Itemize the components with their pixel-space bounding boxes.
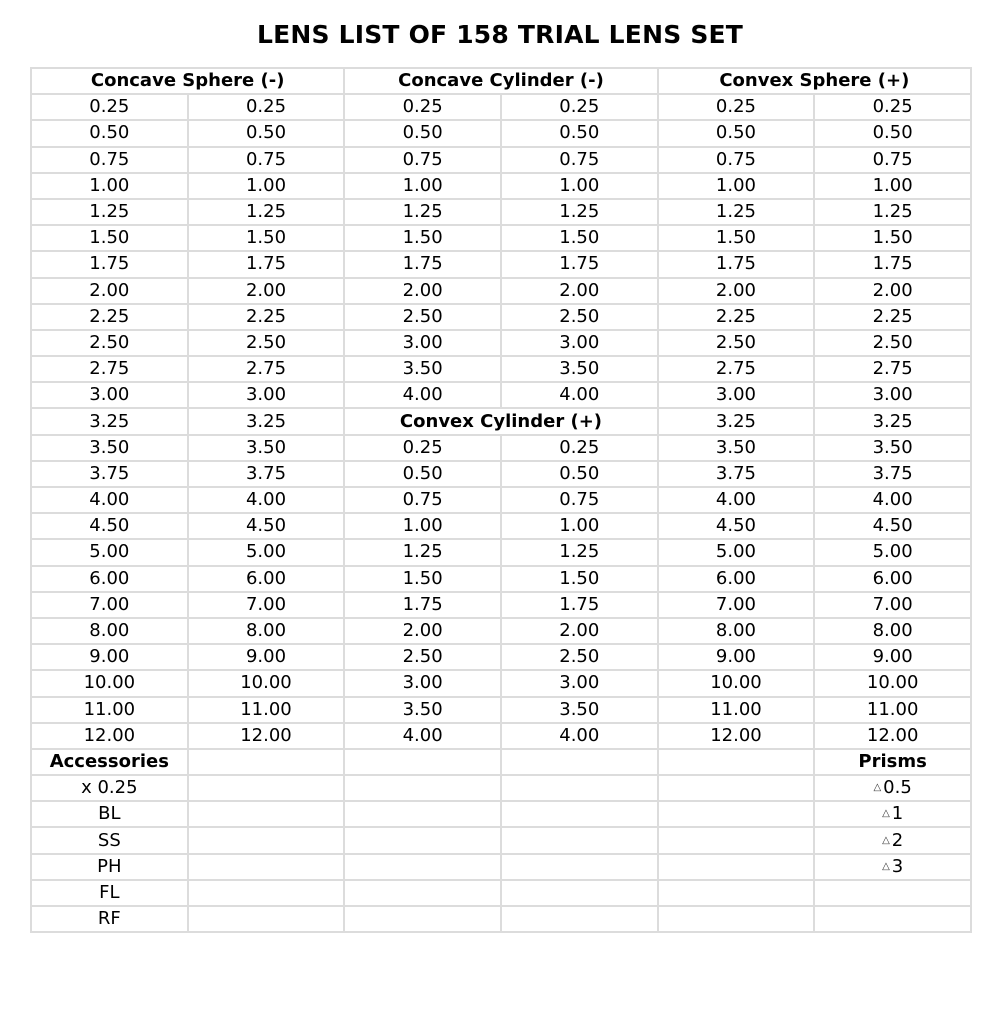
empty-cell	[188, 880, 345, 906]
convex-sphere-cell: 3.50	[658, 435, 815, 461]
table-row	[31, 461, 971, 487]
concave-cylinder-cell: 0.75	[344, 147, 501, 173]
concave-cylinder-cell: 1.25	[344, 199, 501, 225]
convex-sphere-cell: 4.00	[658, 487, 815, 513]
accessory-row	[31, 827, 971, 853]
empty-cell	[188, 854, 345, 880]
concave-sphere-cell: 1.50	[188, 225, 345, 251]
convex-sphere-cell: 2.00	[814, 278, 971, 304]
prism-value: 3	[891, 855, 904, 877]
concave-cylinder-cell: 0.75	[501, 147, 658, 173]
concave-sphere-cell: 3.75	[188, 461, 345, 487]
concave-cylinder-cell: 3.50	[501, 356, 658, 382]
concave-sphere-cell: 0.25	[31, 94, 188, 120]
convex-sphere-cell: 0.25	[814, 94, 971, 120]
convex-cylinder-cell: 2.50	[501, 644, 658, 670]
table-row	[31, 487, 971, 513]
accessory-row	[31, 775, 971, 801]
table-row	[31, 513, 971, 539]
accessory-cell: x 0.25	[31, 775, 188, 801]
accessory-row	[31, 854, 971, 880]
convex-sphere-cell: 3.75	[658, 461, 815, 487]
header-accessories: Accessories	[31, 749, 188, 775]
concave-sphere-cell: 7.00	[31, 592, 188, 618]
accessory-row	[31, 749, 971, 775]
prism-value: 1	[891, 803, 904, 825]
concave-sphere-cell: 0.50	[188, 120, 345, 146]
convex-sphere-cell: 6.00	[814, 566, 971, 592]
convex-sphere-cell: 2.50	[658, 330, 815, 356]
convex-cylinder-cell: 3.50	[501, 697, 658, 723]
concave-sphere-cell: 12.00	[31, 723, 188, 749]
header-convex-sphere: Convex Sphere (+)	[658, 68, 971, 94]
convex-sphere-cell: 1.50	[658, 225, 815, 251]
concave-sphere-cell: 4.50	[31, 513, 188, 539]
empty-cell	[344, 880, 501, 906]
convex-sphere-cell: 8.00	[814, 618, 971, 644]
convex-sphere-cell: 3.75	[814, 461, 971, 487]
concave-cylinder-cell: 1.50	[344, 225, 501, 251]
convex-sphere-cell: 5.00	[658, 539, 815, 565]
convex-sphere-cell: 9.00	[658, 644, 815, 670]
prism-cell	[814, 801, 971, 827]
concave-sphere-cell: 6.00	[188, 566, 345, 592]
concave-sphere-cell: 2.75	[31, 356, 188, 382]
concave-sphere-cell: 1.75	[188, 251, 345, 277]
empty-cell	[188, 827, 345, 853]
empty-cell	[658, 801, 815, 827]
empty-cell	[344, 854, 501, 880]
convex-sphere-cell: 1.75	[658, 251, 815, 277]
concave-cylinder-cell: 2.00	[344, 278, 501, 304]
concave-cylinder-cell: 3.50	[344, 356, 501, 382]
convex-sphere-cell: 0.50	[814, 120, 971, 146]
table-row	[31, 304, 971, 330]
empty-cell	[814, 906, 971, 932]
table-row	[31, 356, 971, 382]
header-row	[31, 68, 971, 94]
header-convex-cylinder: Convex Cylinder (+)	[344, 408, 657, 434]
concave-sphere-cell: 0.25	[188, 94, 345, 120]
header-concave-cylinder: Concave Cylinder (-)	[344, 68, 657, 94]
concave-sphere-cell: 1.25	[31, 199, 188, 225]
table-row	[31, 94, 971, 120]
convex-sphere-cell: 10.00	[814, 670, 971, 696]
convex-cylinder-cell: 1.50	[344, 566, 501, 592]
empty-cell	[501, 827, 658, 853]
concave-sphere-cell: 10.00	[188, 670, 345, 696]
concave-sphere-cell: 9.00	[31, 644, 188, 670]
convex-cylinder-cell: 1.75	[344, 592, 501, 618]
convex-sphere-cell: 8.00	[658, 618, 815, 644]
convex-sphere-cell: 2.25	[658, 304, 815, 330]
concave-sphere-cell: 11.00	[31, 697, 188, 723]
table-row	[31, 670, 971, 696]
empty-cell	[501, 749, 658, 775]
concave-sphere-cell: 10.00	[31, 670, 188, 696]
concave-cylinder-cell: 3.00	[344, 330, 501, 356]
concave-sphere-cell: 0.75	[31, 147, 188, 173]
prism-value: 2	[891, 829, 904, 851]
prism-value: 0.5	[883, 777, 912, 799]
empty-cell	[501, 854, 658, 880]
prism-triangle-icon: △	[873, 782, 882, 794]
concave-sphere-cell: 3.25	[188, 408, 345, 434]
concave-sphere-cell: 2.50	[188, 330, 345, 356]
empty-cell	[188, 801, 345, 827]
convex-sphere-cell: 0.25	[658, 94, 815, 120]
convex-sphere-cell: 12.00	[814, 723, 971, 749]
concave-cylinder-cell: 1.75	[501, 251, 658, 277]
table-row	[31, 697, 971, 723]
convex-sphere-cell: 0.50	[658, 120, 815, 146]
convex-sphere-cell: 2.75	[658, 356, 815, 382]
concave-sphere-cell: 1.50	[31, 225, 188, 251]
convex-cylinder-cell: 0.25	[501, 435, 658, 461]
header-concave-sphere: Concave Sphere (-)	[31, 68, 344, 94]
concave-cylinder-cell: 3.00	[501, 330, 658, 356]
empty-cell	[188, 749, 345, 775]
concave-sphere-cell: 1.25	[188, 199, 345, 225]
concave-sphere-cell: 5.00	[188, 539, 345, 565]
convex-cylinder-cell: 1.00	[501, 513, 658, 539]
concave-sphere-cell: 5.00	[31, 539, 188, 565]
convex-sphere-cell: 5.00	[814, 539, 971, 565]
concave-cylinder-cell: 1.75	[344, 251, 501, 277]
convex-cylinder-cell: 4.00	[344, 723, 501, 749]
convex-cylinder-cell: 1.25	[344, 539, 501, 565]
table-row	[31, 278, 971, 304]
concave-sphere-cell: 1.00	[31, 173, 188, 199]
concave-cylinder-cell: 1.00	[501, 173, 658, 199]
concave-sphere-cell: 3.00	[188, 382, 345, 408]
convex-cylinder-cell: 2.00	[344, 618, 501, 644]
table-row	[31, 330, 971, 356]
table-row	[31, 147, 971, 173]
convex-cylinder-cell: 1.50	[501, 566, 658, 592]
convex-cylinder-cell: 3.00	[344, 670, 501, 696]
convex-sphere-cell: 6.00	[658, 566, 815, 592]
table-row	[31, 120, 971, 146]
concave-sphere-cell: 8.00	[31, 618, 188, 644]
prism-cell	[814, 775, 971, 801]
concave-sphere-cell: 1.75	[31, 251, 188, 277]
convex-sphere-cell: 0.75	[658, 147, 815, 173]
convex-sphere-cell: 2.00	[658, 278, 815, 304]
convex-cylinder-cell: 1.25	[501, 539, 658, 565]
convex-cylinder-cell: 1.00	[344, 513, 501, 539]
prism-cell	[814, 854, 971, 880]
convex-cylinder-cell: 0.75	[344, 487, 501, 513]
accessory-cell: BL	[31, 801, 188, 827]
convex-sphere-cell: 10.00	[658, 670, 815, 696]
page-title: LENS LIST OF 158 TRIAL LENS SET	[256, 20, 744, 49]
concave-cylinder-cell: 0.50	[501, 120, 658, 146]
convex-sphere-cell: 7.00	[814, 592, 971, 618]
table-row	[31, 644, 971, 670]
convex-sphere-cell: 3.00	[658, 382, 815, 408]
concave-sphere-cell: 9.00	[188, 644, 345, 670]
convex-cylinder-cell: 3.50	[344, 697, 501, 723]
prism-triangle-icon: △	[882, 808, 890, 820]
header-prisms: Prisms	[814, 749, 971, 775]
concave-sphere-cell: 11.00	[188, 697, 345, 723]
empty-cell	[658, 827, 815, 853]
concave-cylinder-cell: 2.00	[501, 278, 658, 304]
accessory-row	[31, 880, 971, 906]
convex-sphere-cell: 4.50	[658, 513, 815, 539]
concave-sphere-cell: 3.75	[31, 461, 188, 487]
concave-cylinder-cell: 4.00	[501, 382, 658, 408]
empty-cell	[344, 801, 501, 827]
concave-sphere-cell: 2.75	[188, 356, 345, 382]
convex-cylinder-cell: 0.75	[501, 487, 658, 513]
convex-sphere-cell: 11.00	[658, 697, 815, 723]
convex-cylinder-cell: 2.50	[344, 644, 501, 670]
convex-sphere-cell: 3.25	[658, 408, 815, 434]
convex-sphere-cell: 2.25	[814, 304, 971, 330]
convex-sphere-cell: 1.00	[814, 173, 971, 199]
concave-cylinder-cell: 4.00	[344, 382, 501, 408]
accessory-cell: SS	[31, 827, 188, 853]
table-row	[31, 618, 971, 644]
table-row	[31, 592, 971, 618]
convex-sphere-cell: 2.50	[814, 330, 971, 356]
convex-sphere-cell: 3.50	[814, 435, 971, 461]
concave-sphere-cell: 7.00	[188, 592, 345, 618]
concave-cylinder-cell: 0.25	[501, 94, 658, 120]
concave-sphere-cell: 0.75	[188, 147, 345, 173]
empty-cell	[658, 854, 815, 880]
empty-cell	[658, 749, 815, 775]
lens-table	[30, 67, 972, 933]
convex-sphere-cell: 12.00	[658, 723, 815, 749]
convex-sphere-cell: 11.00	[814, 697, 971, 723]
empty-cell	[658, 775, 815, 801]
convex-cylinder-cell: 0.25	[344, 435, 501, 461]
convex-sphere-cell: 1.50	[814, 225, 971, 251]
convex-sphere-cell: 0.75	[814, 147, 971, 173]
empty-cell	[344, 906, 501, 932]
convex-cylinder-cell: 0.50	[344, 461, 501, 487]
convex-sphere-cell: 7.00	[658, 592, 815, 618]
empty-cell	[501, 801, 658, 827]
convex-sphere-cell: 1.25	[814, 199, 971, 225]
table-row	[31, 225, 971, 251]
convex-sphere-cell: 2.75	[814, 356, 971, 382]
concave-cylinder-cell: 0.50	[344, 120, 501, 146]
concave-sphere-cell: 2.50	[31, 330, 188, 356]
empty-cell	[658, 906, 815, 932]
concave-cylinder-cell: 2.50	[501, 304, 658, 330]
accessory-row	[31, 906, 971, 932]
concave-cylinder-cell: 0.25	[344, 94, 501, 120]
table-row	[31, 173, 971, 199]
concave-sphere-cell: 2.00	[31, 278, 188, 304]
concave-sphere-cell: 6.00	[31, 566, 188, 592]
concave-sphere-cell: 12.00	[188, 723, 345, 749]
convex-cylinder-cell: 1.75	[501, 592, 658, 618]
concave-sphere-cell: 2.00	[188, 278, 345, 304]
empty-cell	[501, 880, 658, 906]
concave-sphere-cell: 3.00	[31, 382, 188, 408]
concave-sphere-cell: 3.25	[31, 408, 188, 434]
accessory-cell: FL	[31, 880, 188, 906]
concave-sphere-cell: 0.50	[31, 120, 188, 146]
accessory-cell: PH	[31, 854, 188, 880]
table-row	[31, 435, 971, 461]
concave-cylinder-cell: 2.50	[344, 304, 501, 330]
convex-sphere-cell: 3.00	[814, 382, 971, 408]
concave-sphere-cell: 8.00	[188, 618, 345, 644]
concave-sphere-cell: 2.25	[31, 304, 188, 330]
convex-sphere-cell: 1.00	[658, 173, 815, 199]
prism-cell	[814, 827, 971, 853]
convex-sphere-cell: 4.00	[814, 487, 971, 513]
table-row	[31, 539, 971, 565]
prism-triangle-icon: △	[882, 860, 890, 872]
empty-cell	[814, 880, 971, 906]
convex-sphere-cell: 4.50	[814, 513, 971, 539]
convex-cylinder-cell: 4.00	[501, 723, 658, 749]
concave-sphere-cell: 4.00	[31, 487, 188, 513]
table-row	[31, 199, 971, 225]
concave-cylinder-cell: 1.25	[501, 199, 658, 225]
empty-cell	[344, 827, 501, 853]
convex-cylinder-cell: 3.00	[501, 670, 658, 696]
empty-cell	[344, 749, 501, 775]
table-row	[31, 566, 971, 592]
table-row	[31, 382, 971, 408]
concave-sphere-cell: 4.00	[188, 487, 345, 513]
concave-cylinder-cell: 1.00	[344, 173, 501, 199]
concave-sphere-cell: 2.25	[188, 304, 345, 330]
table-row	[31, 723, 971, 749]
convex-sphere-cell: 1.75	[814, 251, 971, 277]
empty-cell	[501, 775, 658, 801]
convex-sphere-cell: 3.25	[814, 408, 971, 434]
concave-sphere-cell: 4.50	[188, 513, 345, 539]
convex-cylinder-cell: 0.50	[501, 461, 658, 487]
concave-cylinder-cell: 1.50	[501, 225, 658, 251]
concave-sphere-cell: 3.50	[31, 435, 188, 461]
convex-cylinder-cell: 2.00	[501, 618, 658, 644]
empty-cell	[188, 906, 345, 932]
table-row	[31, 408, 971, 434]
accessory-row	[31, 801, 971, 827]
convex-sphere-cell: 9.00	[814, 644, 971, 670]
accessory-cell: RF	[31, 906, 188, 932]
empty-cell	[658, 880, 815, 906]
empty-cell	[344, 775, 501, 801]
prism-triangle-icon: △	[882, 834, 890, 846]
empty-cell	[501, 906, 658, 932]
concave-sphere-cell: 3.50	[188, 435, 345, 461]
convex-sphere-cell: 1.25	[658, 199, 815, 225]
empty-cell	[188, 775, 345, 801]
concave-sphere-cell: 1.00	[188, 173, 345, 199]
table-row	[31, 251, 971, 277]
